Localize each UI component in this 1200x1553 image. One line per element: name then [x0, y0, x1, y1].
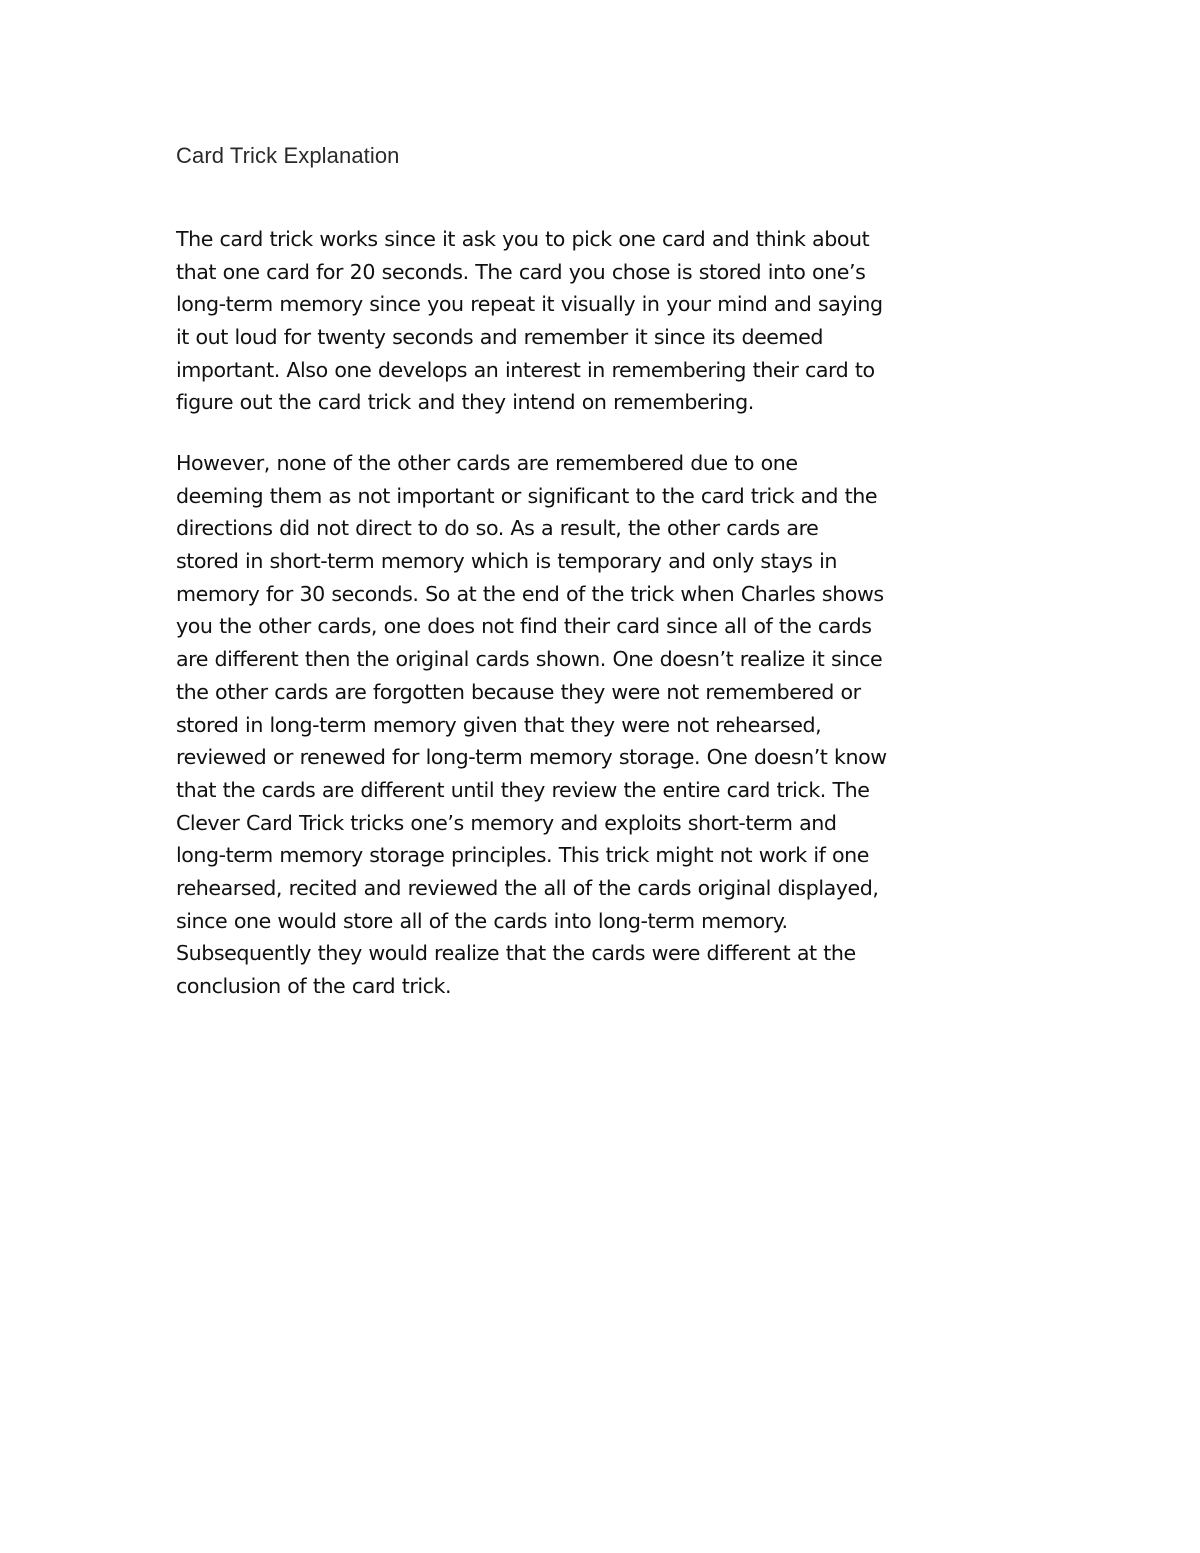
- text-line: it out loud for twenty seconds and remember it since its deemed: [176, 325, 823, 350]
- text-line: conclusion of the card trick.: [176, 974, 452, 998]
- text-line: memory for 30 seconds. So at the end of the trick when Charles shows: [176, 581, 884, 606]
- text-line: figure out the card trick and they intend on remembering.: [176, 390, 754, 415]
- text-line: The card trick works since it ask you to pick one card and think about: [176, 227, 870, 251]
- text-line: the other cards are forgotten because they were not remembered or: [176, 679, 861, 704]
- text-line: that one card for 20 seconds. The card you chose is stored into one’s: [176, 259, 866, 284]
- text-line: long-term memory storage principles. This trick might not work if one: [176, 843, 870, 868]
- text-line: that the cards are different until they review the entire card trick. The: [176, 777, 870, 802]
- text-line: Clever Card Trick tricks one’s memory and exploits short-term and: [176, 810, 837, 835]
- text-line: directions did not direct to do so. As a result, the other cards are: [176, 516, 819, 541]
- text-line: rehearsed, recited and reviewed the all of the cards original displayed,: [176, 875, 879, 900]
- text-line: reviewed or renewed for long-term memory storage. One doesn’t know: [176, 745, 887, 770]
- text-line: stored in short-term memory which is temporary and only stays in: [176, 549, 837, 574]
- text-line: since one would store all of the cards into long-term memory.: [176, 908, 788, 933]
- paragraph-other-cards: [176, 447, 887, 1003]
- text-line: are different then the original cards shown. One doesn’t realize it since: [176, 647, 883, 672]
- text-line: deeming them as not important or significant to the card trick and the: [176, 483, 878, 508]
- text-line: important. Also one develops an interest in remembering their card to: [176, 357, 875, 382]
- text-line: However, none of the other cards are remembered due to one: [176, 451, 798, 475]
- text-line: you the other cards, one does not find their card since all of the cards: [176, 614, 872, 639]
- document-title: Card Trick Explanation: [176, 143, 400, 168]
- text-line: long-term memory since you repeat it visually in your mind and saying: [176, 292, 883, 317]
- text-line: stored in long-term memory given that they were not rehearsed,: [176, 712, 822, 737]
- paragraph-explanation: [176, 223, 883, 419]
- text-line: Subsequently they would realize that the cards were different at the: [176, 941, 856, 966]
